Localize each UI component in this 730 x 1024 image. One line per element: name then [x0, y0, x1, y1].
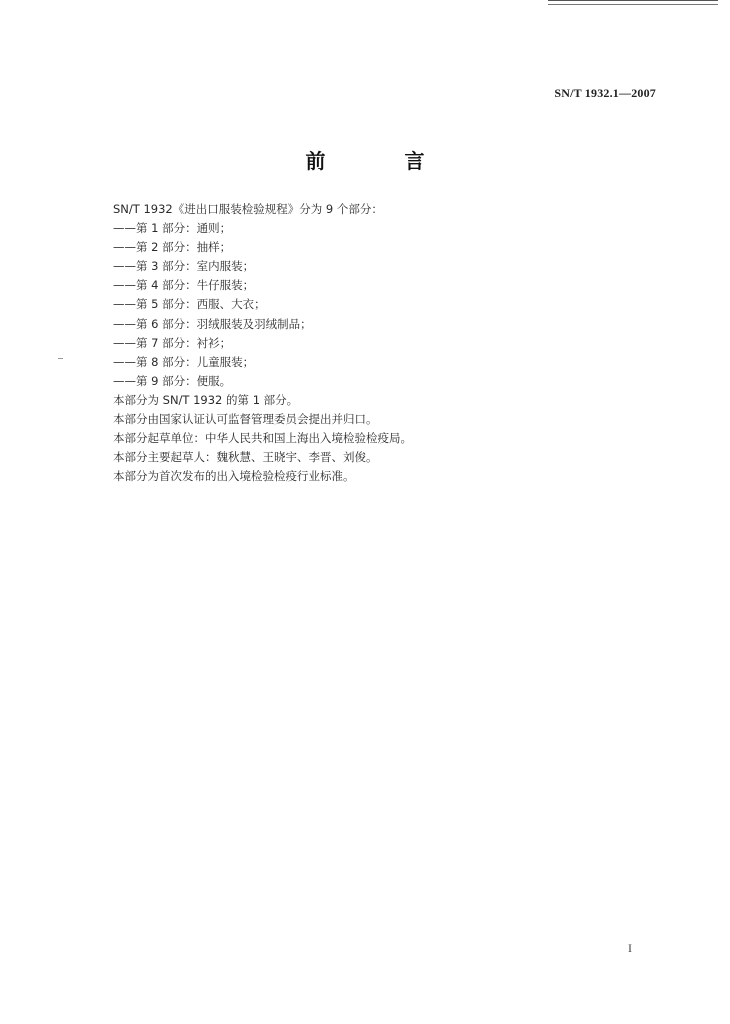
scan-edge-line — [548, 0, 718, 5]
part-list-item: ——第 4 部分：牛仔服装； — [113, 278, 255, 293]
preface-statement: 本部分为 SN/T 1932 的第 1 部分。 — [113, 392, 299, 407]
part-list-item: ——第 6 部分：羽绒服装及羽绒制品； — [113, 316, 312, 331]
preface-intro: SN/T 1932《进出口服装检验规程》分为 9 个部分： — [113, 202, 383, 216]
preface-statement: 本部分起草单位：中华人民共和国上海出入境检验检疫局。 — [113, 431, 412, 446]
preface-statement: 本部分主要起草人：魏秋慧、王晓宇、李晋、刘俊。 — [113, 450, 378, 465]
page-title: 前 言 — [305, 149, 461, 173]
part-list-item: ——第 9 部分：便服。 — [113, 373, 232, 388]
preface-statement: 本部分由国家认证认可监督管理委员会提出并归口。 — [113, 412, 378, 427]
preface-statement: 本部分为首次发布的出入境检验检疫行业标准。 — [113, 469, 355, 484]
part-list-item: ——第 8 部分：儿童服装； — [113, 354, 255, 369]
page-number: I — [628, 941, 632, 955]
part-list-item: ——第 1 部分：通则； — [113, 221, 232, 236]
part-list-item: ——第 2 部分：抽样； — [113, 240, 232, 255]
part-list-item: ——第 5 部分：西服、大衣； — [113, 297, 266, 312]
standard-number: SN/T 1932.1—2007 — [554, 86, 656, 100]
preface-body — [113, 200, 653, 486]
part-list-item: ——第 3 部分：室内服装； — [113, 259, 255, 274]
part-list-item: ——第 7 部分：衬衫； — [113, 335, 232, 350]
scan-speck — [58, 358, 63, 359]
